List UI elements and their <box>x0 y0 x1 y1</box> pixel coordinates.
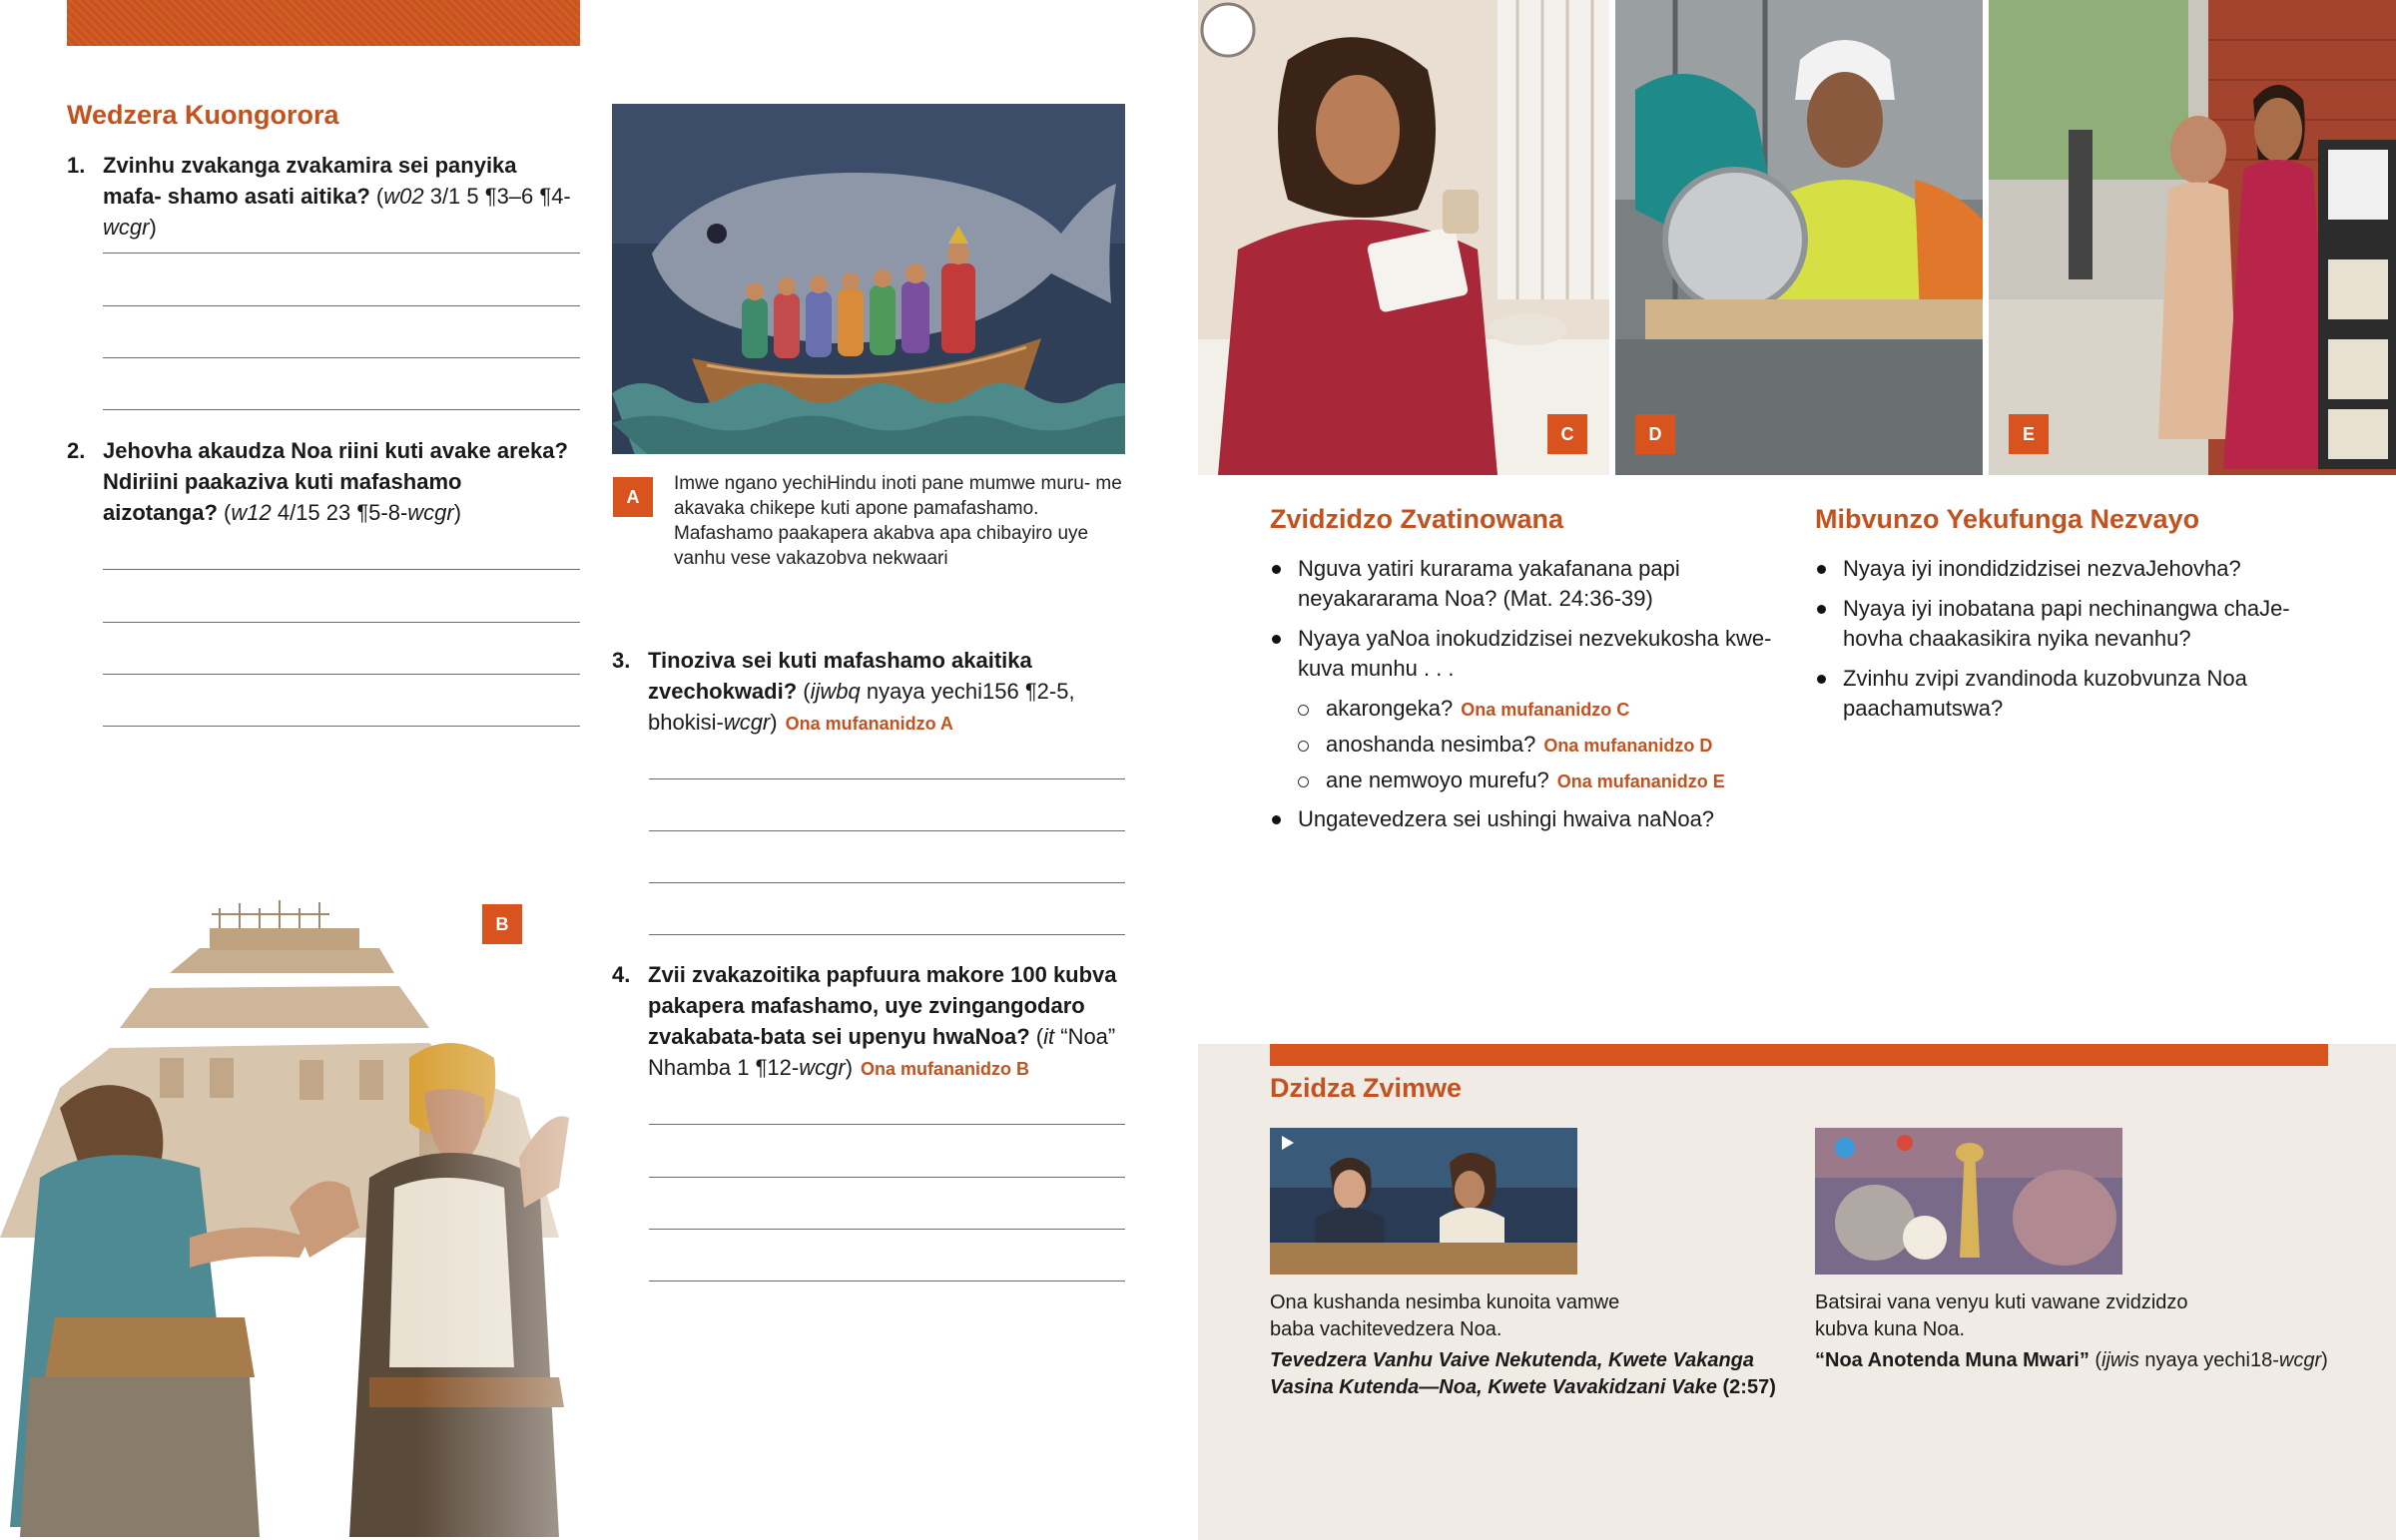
see-picture-b-link[interactable]: Ona mufananidzo B <box>861 1059 1030 1079</box>
photo-e-svg <box>1989 0 2396 475</box>
explore-orange-bar <box>1270 1044 2328 1066</box>
answer-line[interactable] <box>103 409 580 410</box>
photo-woman-reading <box>1198 0 1609 475</box>
see-picture-d-link[interactable]: Ona mufananidzo D <box>1543 736 1713 756</box>
answer-line[interactable] <box>649 1281 1125 1282</box>
sub-list-item: anoshanda nesimba? Ona mufananidzo D <box>1270 730 1789 761</box>
image-badge-a: A <box>613 477 653 517</box>
answer-line[interactable] <box>649 1124 1125 1125</box>
answer-line[interactable] <box>103 357 580 358</box>
question-2 <box>67 435 581 528</box>
see-picture-e-link[interactable]: Ona mufananidzo E <box>1556 771 1725 791</box>
section-title-wedzera: Wedzera Kuongorora <box>67 100 339 130</box>
image-badge-c: C <box>1547 414 1587 454</box>
kids-title-link[interactable]: “Noa Anotenda Muna Mwari” (ijwis nyaya yechi18-wcgr) <box>1815 1349 2328 1371</box>
kids-thumbnail-svg <box>1815 1128 2122 1275</box>
answer-line[interactable] <box>649 934 1125 935</box>
kids-caption: Batsirai vana venyu kuti vawane zvidzidzo kubva kuna Noa. <box>1815 1291 2188 1340</box>
video-thumbnail-svg <box>1270 1128 1577 1275</box>
lessons-list <box>1270 554 1789 844</box>
answer-line[interactable] <box>103 674 580 675</box>
video-caption: Ona kushanda nesimba kunoita vamwe baba vachitevedzera Noa. <box>1270 1291 1620 1340</box>
sub-list-item: ane nemwoyo murefu? Ona mufananidzo E <box>1270 766 1789 796</box>
answer-line[interactable] <box>649 1229 1125 1230</box>
illustration-hindu-flood-legend <box>612 104 1125 454</box>
section-title-explore: Dzidza Zvimwe <box>1270 1073 1463 1103</box>
list-item: Ungatevedzera sei ushingi hwaiva naNoa? <box>1270 804 1789 834</box>
answer-line[interactable] <box>103 622 580 623</box>
question-number: 4. <box>612 962 631 987</box>
question-text: Zvii zvakazoitika papfuura makore 100 kubva pakapera mafashamo, uye zvingangodaro zvakabata-bata sei upenyu hwaNoa? <box>648 962 1117 1049</box>
answer-line[interactable] <box>103 305 580 306</box>
see-picture-c-link[interactable]: Ona mufananidzo C <box>1461 700 1630 720</box>
question-reference: (w12 4/15 23 ¶5-8-wcgr) <box>224 500 462 525</box>
list-item: Nyaya iyi inobatana papi nechinangwa chaJe- hovha chaakasikira nyika nevanhu? <box>1815 594 2334 654</box>
list-item: Zvinhu zvipi zvandinoda kuzobvunza Noa paachamutswa? <box>1815 664 2334 724</box>
answer-line[interactable] <box>103 253 580 254</box>
think-about-list <box>1815 554 2334 734</box>
photo-women-at-literature-cart <box>1989 0 2396 475</box>
list-item: Nyaya iyi inondidzidzisei nezvaJehovha? <box>1815 554 2334 584</box>
list-item: Nyaya yaNoa inokudzidzisei nezvekukosha kwe- kuva munhu . . . <box>1270 624 1789 684</box>
list-item: Nguva yatiri kurarama yakafanana papi neyakararama Noa? (Mat. 24:36-39) <box>1270 554 1789 614</box>
answer-line[interactable] <box>103 569 580 570</box>
question-3 <box>612 645 1126 740</box>
video-thumbnail[interactable] <box>1270 1128 1577 1275</box>
question-reference: (w02 3/1 5 ¶3–6 ¶4-wcgr) <box>103 184 571 240</box>
sub-list-item: akarongeka? Ona mufananidzo C <box>1270 694 1789 725</box>
answer-line[interactable] <box>649 830 1125 831</box>
question-text: Zvinhu zvakanga zvakamira sei panyika mafa- shamo asati aitika? <box>103 153 517 209</box>
photo-woman-at-saw <box>1615 0 1983 475</box>
video-title-link[interactable]: Tevedzera Vanhu Vaive Nekutenda, Kwete Vakanga Vasina Kutenda—Noa, Kwete Vavakidzani Vake (2:57) <box>1270 1349 1776 1398</box>
photo-d-svg <box>1615 0 1983 475</box>
flood-legend-svg <box>612 104 1125 454</box>
see-picture-a-link[interactable]: Ona mufananidzo A <box>785 714 953 734</box>
question-number: 3. <box>612 648 631 673</box>
orange-header-band <box>67 0 580 46</box>
section-title-lessons: Zvidzidzo Zvatinowana <box>1270 504 1564 534</box>
question-number: 1. <box>67 153 86 178</box>
answer-line[interactable] <box>649 882 1125 883</box>
question-text: Jehovha akaudza Noa riini kuti avake areka? Ndiriini paakaziva kuti mafashamo aizotanga? <box>103 438 568 525</box>
question-4 <box>612 959 1126 1085</box>
question-number: 2. <box>67 438 86 463</box>
question-1 <box>67 150 581 243</box>
section-title-think-about: Mibvunzo Yekufunga Nezvayo <box>1815 504 2200 534</box>
question-reference: (it “Noa” Nhamba 1 ¶12-wcgr) <box>648 1024 1116 1080</box>
image-badge-d: D <box>1635 414 1675 454</box>
answer-line[interactable] <box>103 726 580 727</box>
question-reference: (ijwbq nyaya yechi156 ¶2-5, bhokisi-wcgr) <box>648 679 1075 735</box>
photo-c-svg <box>1198 0 1609 475</box>
answer-line[interactable] <box>649 1177 1125 1178</box>
answer-line[interactable] <box>649 778 1125 779</box>
image-badge-b: B <box>482 904 522 944</box>
question-text: Tinoziva sei kuti mafashamo akaitika zvechokwadi? <box>648 648 1032 704</box>
caption-image-a: Imwe ngano yechiHindu inoti pane mumwe muru- me akavaka chikepe kuti apone pamafashamo. Mafashamo paakapera akabva apa chibayiro uye vanhu vese vakazobva nekwaari <box>674 473 1122 569</box>
kids-activity-thumbnail[interactable] <box>1815 1128 2122 1275</box>
image-badge-e: E <box>2009 414 2049 454</box>
